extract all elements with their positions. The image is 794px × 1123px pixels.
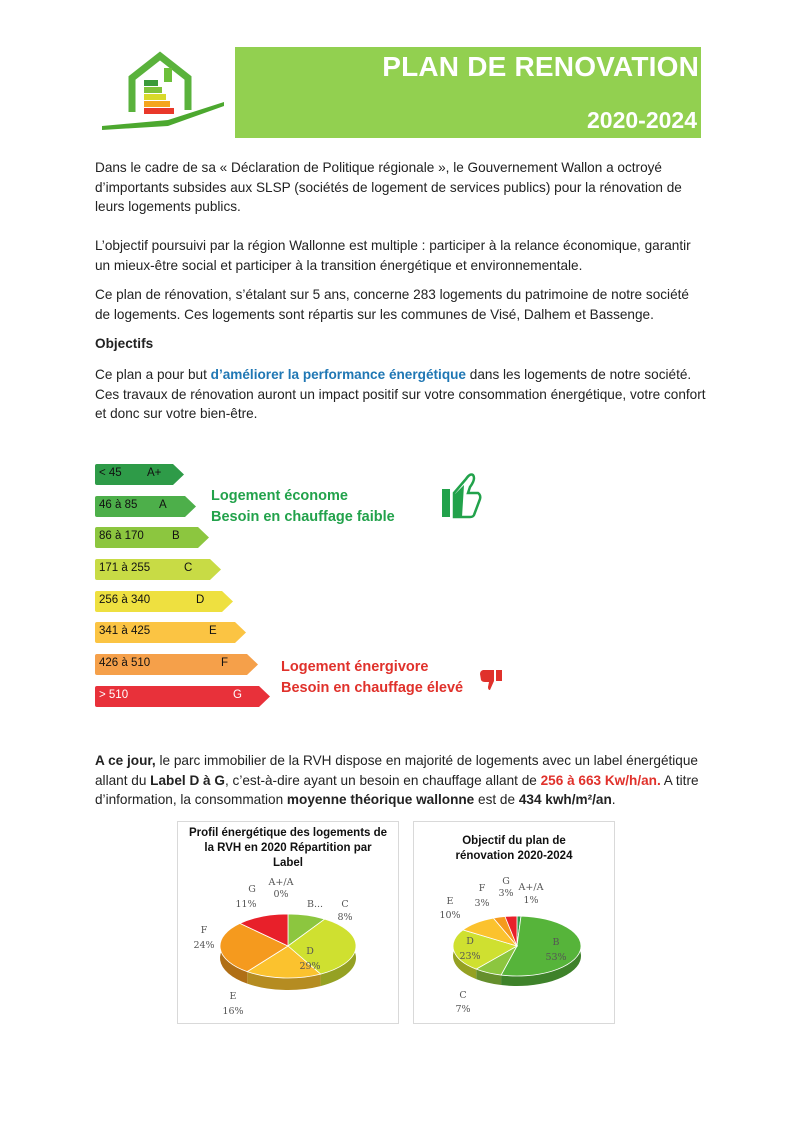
energy-class-label: D xyxy=(196,594,205,606)
pie-chart-2020-svg xyxy=(178,822,398,1023)
energy-bar xyxy=(95,622,247,643)
pie-category-label: A+/A xyxy=(518,882,544,893)
pie-category-label: C xyxy=(341,899,349,910)
energy-bar xyxy=(95,496,197,517)
bold-text: moyenne théorique wallonne xyxy=(286,792,475,807)
highlight-red: 256 à 663 Kw/h/an. xyxy=(540,772,661,788)
bold-text: 434 kwh/m²/an xyxy=(518,792,612,807)
energivore-line1: Logement énergivore xyxy=(281,659,429,675)
text-span: Ce plan a pour but xyxy=(95,367,211,382)
energy-class-label: F xyxy=(221,657,229,669)
text-span: dans les logements de notre société. Ces travaux de rénovation auront un impact positif sur votre consommation énergétique, votre confort et donc sur votre bien-être. xyxy=(95,367,706,421)
pie-chart-2020 xyxy=(177,821,399,1024)
energy-class-label: B xyxy=(172,530,180,542)
paragraph-plan-scope: Ce plan de rénovation, s’étalant sur 5 ans, concerne 283 logements du patrimoine de notre société de logements. Ces logements sont répartis sur les communes de Visé, Dalhem et Bassenge. xyxy=(95,287,689,322)
pie-category-label: G xyxy=(248,884,256,895)
pie-category-label: C xyxy=(459,990,467,1001)
energy-class-label: A xyxy=(159,499,167,511)
energivore-caption xyxy=(281,657,463,699)
text-span: le parc immobilier de la RVH dispose en majorité de logements avec un label énergétique allant du xyxy=(95,753,698,788)
text-span: A titre d’information, la consommation xyxy=(95,772,699,807)
page-title: PLAN DE RENOVATION xyxy=(382,51,699,82)
energy-class-label: G xyxy=(233,689,242,701)
pie-chart-objective-title: Objectif du plan de rénovation 2020-2024 xyxy=(455,835,573,862)
energy-bar xyxy=(95,654,259,675)
text-span: , c’est-à-dire ayant un besoin en chauffage allant de xyxy=(224,772,541,788)
bold-text: Label D à G xyxy=(150,772,225,788)
pie-category-label: B... xyxy=(306,899,324,910)
pie-category-label: G xyxy=(502,876,510,887)
highlight-text: d’améliorer la performance énergétique xyxy=(210,367,466,382)
pie-value-label: 0% xyxy=(273,889,289,900)
pie-value-label: 16% xyxy=(222,1006,244,1017)
pie-value-label: 10% xyxy=(439,910,461,921)
energy-range-label: 256 à 340 xyxy=(99,594,151,606)
pie-category-label: B xyxy=(552,937,560,948)
pie-value-label: 1% xyxy=(523,895,539,906)
energy-bar xyxy=(95,464,185,485)
pie-value-label: 24% xyxy=(193,940,215,951)
section-heading-objectifs: Objectifs xyxy=(95,336,154,351)
energy-range-label: 46 à 85 xyxy=(99,499,138,511)
pie-chart-objective-svg xyxy=(414,822,614,1023)
pie-value-label: 11% xyxy=(235,899,257,910)
pie-value-label: 8% xyxy=(337,912,353,923)
paragraph-plan-goal xyxy=(95,365,707,424)
pie-chart-objective xyxy=(413,821,615,1024)
thumbs-down-icon xyxy=(479,669,503,696)
pie-value-label: 53% xyxy=(545,952,567,963)
econome-line2: Besoin en chauffage faible xyxy=(211,509,395,525)
pie-category-label: D xyxy=(466,936,474,947)
energy-class-label: E xyxy=(209,625,217,637)
pie-value-label: 7% xyxy=(455,1004,471,1015)
paragraph-current-status xyxy=(95,751,707,810)
page-years: 2020-2024 xyxy=(587,107,697,133)
energy-bar xyxy=(95,559,222,580)
pie-value-label: 3% xyxy=(498,888,514,899)
text-span: est de xyxy=(474,792,519,807)
energy-range-label: 171 à 255 xyxy=(99,562,151,574)
energy-range-label: < 45 xyxy=(99,467,122,479)
title-banner xyxy=(235,47,701,138)
energy-range-label: 426 à 510 xyxy=(99,657,151,669)
energy-range-label: > 510 xyxy=(99,689,129,701)
energy-bar xyxy=(95,527,210,548)
bold-text: A ce jour, xyxy=(95,753,156,768)
pie-chart-2020-title: Profil énergétique des logements de la RVH en 2020 Répartition par Label xyxy=(188,827,388,869)
pie-value-label: 29% xyxy=(299,961,321,972)
pie-category-label: F xyxy=(478,883,486,894)
energivore-line2: Besoin en chauffage élevé xyxy=(281,680,464,696)
econome-caption xyxy=(211,486,395,528)
pie-value-label: 3% xyxy=(474,898,490,909)
text-span: . xyxy=(611,792,616,807)
energy-bar xyxy=(95,591,234,612)
paragraph-intro: Dans le cadre de sa « Déclaration de Politique régionale », le Gouvernement Wallon a octroyé d’importants subsides aux SLSP (sociétés de logement de services publics) pour la rénovation de leurs logements publics. xyxy=(95,160,682,214)
pie-category-label: E xyxy=(446,896,454,907)
energy-range-label: 86 à 170 xyxy=(99,530,144,542)
econome-line1: Logement économe xyxy=(211,488,348,504)
house-energy-logo xyxy=(98,50,228,134)
thumbs-up-icon xyxy=(440,471,482,524)
pie-category-label: D xyxy=(306,946,314,957)
pie-category-label: F xyxy=(200,925,208,936)
paragraph-objective-region: L’objectif poursuivi par la région Wallonne est multiple : participer à la relance économique, garantir un mieux-être social et participer à la transition énergétique et environnementale. xyxy=(95,238,691,273)
energy-class-label: C xyxy=(184,562,193,574)
energy-bar xyxy=(95,686,271,707)
pie-category-label: A+/A xyxy=(268,877,294,888)
pie-value-label: 23% xyxy=(459,951,481,962)
pie-category-label: E xyxy=(229,991,237,1002)
energy-range-label: 341 à 425 xyxy=(99,625,151,637)
energy-class-label: A+ xyxy=(147,467,162,479)
